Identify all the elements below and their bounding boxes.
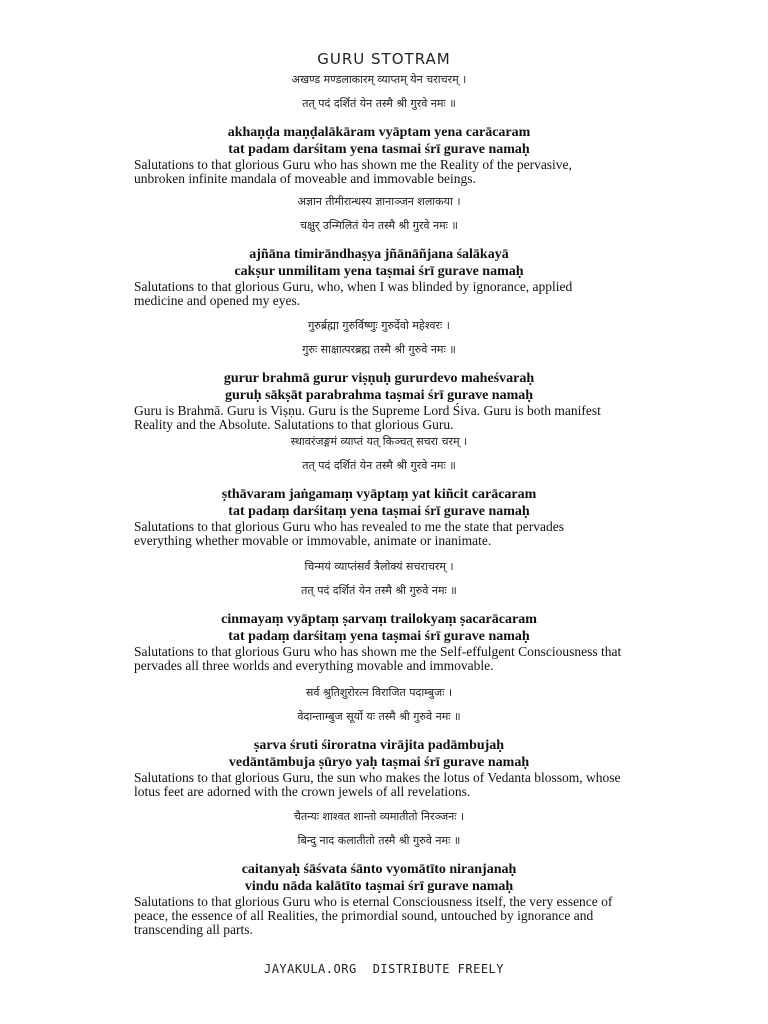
footer-note: DISTRIBUTE FREELY bbox=[372, 962, 505, 976]
footer bbox=[0, 962, 768, 976]
devanagari-line: चिन्मयं व्याप्तंसर्वं त्रैलोक्यं सचराचरम् । bbox=[304, 560, 454, 573]
transliteration-line: caitanyaḥ śāśvata śānto vyomātīto niranjanaḥ bbox=[241, 862, 517, 877]
devanagari-line: तत् पदं दर्शितं येन तस्मै श्री गुरवे नमः ॥ bbox=[302, 459, 456, 472]
verse-3 bbox=[134, 314, 624, 432]
devanagari-line: स्थावरंजङ्गमं व्याप्तं यत् किञ्चत् सचरा चरम् । bbox=[290, 435, 468, 448]
transliteration-line: ṣarva śruti śiroratna virājita padāmbujaḥ bbox=[253, 738, 505, 753]
translation-text: Salutations to that glorious Guru who is eternal Consciousness itself, the very essence of peace, the essence of all Realities, the primordial sound, untouched by ignorance and transcending all parts. bbox=[134, 894, 613, 937]
transliteration-line: tat padaṃ darśitaṃ yena taṣmai śrī gurave namaḥ bbox=[228, 629, 530, 644]
transliteration-line: vedāntāmbuja ṣūryo yaḥ taṣmai śrī gurave namaḥ bbox=[228, 755, 530, 770]
devanagari-line: बिन्दु नाद कलातीतो तस्मै श्री गुरुवे नमः ॥ bbox=[297, 834, 461, 847]
devanagari-line: गुरुर्ब्रह्मा गुरुर्विष्णुः गुरुर्देवो महेश्वरः । bbox=[308, 319, 450, 332]
devanagari-line: चक्षुर् उन्मिलितं येन तस्मै श्री गुरवे नमः ॥ bbox=[300, 219, 458, 232]
transliteration-line: gurur brahmā gurur viṣṇuḥ gururdevo maheśvaraḥ bbox=[223, 371, 535, 386]
translation-text: Salutations to that glorious Guru who has revealed to me the state that pervades everything whether movable or immovable, animate or inanimate. bbox=[134, 519, 565, 548]
footer-site: JAYAKULA.ORG bbox=[263, 962, 357, 976]
translation-text: Salutations to that glorious Guru, who, when I was blinded by ignorance, applied medicine and opened my eyes. bbox=[134, 279, 573, 308]
transliteration-line: vindu nāda kalātīto taṣmai śrī gurave namaḥ bbox=[244, 879, 514, 894]
verse-6 bbox=[134, 681, 624, 799]
translation-text: Salutations to that glorious Guru, the sun who makes the lotus of Vedanta blossom, whose lotus feet are adorned with the crown jewels of all revelations. bbox=[134, 770, 621, 799]
devanagari-line: तत् पदं दर्शितं येन तस्मै श्री गुरुवे नमः ॥ bbox=[301, 584, 457, 597]
page-title: GURU STOTRAM bbox=[317, 50, 451, 68]
transliteration-line: ṣthāvaram jaṅgamaṃ vyāptaṃ yat kiñcit carācaram bbox=[221, 487, 537, 502]
verse-2 bbox=[134, 190, 624, 308]
transliteration-line: cakṣur unmilitam yena taṣmai śrī gurave namaḥ bbox=[234, 264, 524, 279]
devanagari-line: अखण्ड मण्डलाकारम् व्याप्तम् येन चराचरम् । bbox=[291, 73, 467, 86]
transliteration-line: tat padaṃ darśitaṃ yena taṣmai śrī gurave namaḥ bbox=[228, 504, 530, 519]
devanagari-line: अज्ञान तीमीरान्धस्य ज्ञानाञ्जन शलाकया । bbox=[297, 195, 461, 208]
transliteration-line: tat padam darśitam yena tasmai śrī gurave namaḥ bbox=[228, 142, 530, 157]
verse-5 bbox=[134, 555, 624, 673]
translation-text: Salutations to that glorious Guru who has shown me the Reality of the pervasive, unbroken infinite mandala of moveable and immovable beings. bbox=[134, 157, 572, 186]
transliteration-line: guruḥ sākṣāt parabrahma taṣmai śrī gurave namaḥ bbox=[224, 388, 534, 403]
translation-text: Guru is Brahmā. Guru is Viṣṇu. Guru is the Supreme Lord Śiva. Guru is both manifest Reality and the Absolute. Salutations to that glorious Guru. bbox=[134, 403, 601, 432]
devanagari-line: सर्व श्रुतिशुरोरत्न विराजित पदाम्बुजः । bbox=[305, 686, 453, 699]
verse-1 bbox=[134, 68, 624, 186]
transliteration-line: ajñāna timirāndhaṣya jñānāñjana śalākayā bbox=[249, 247, 509, 262]
devanagari-line: वेदान्ताम्बुज सूर्यो यः तस्मै श्री गुरुवे नमः ॥ bbox=[297, 710, 461, 723]
translation-text: Salutations to that glorious Guru who has shown me the Self-effulgent Consciousness that pervades all three worlds and everything movable and immovable. bbox=[134, 644, 622, 673]
transliteration-line: cinmayaṃ vyāptaṃ ṣarvaṃ trailokyaṃ ṣacarācaram bbox=[221, 612, 537, 627]
verse-7 bbox=[134, 805, 624, 937]
transliteration-line: akhaṇḍa maṇḍalākāram vyāptam yena carācaram bbox=[227, 125, 531, 140]
verse-4 bbox=[134, 430, 624, 548]
devanagari-line: चैतन्यः शाश्वत शान्तो व्यमातीतो निरञ्जनः । bbox=[293, 810, 465, 823]
devanagari-line: तत् पदं दर्शितं येन तस्मै श्री गुरवे नमः ॥ bbox=[302, 97, 456, 110]
devanagari-line: गुरुः साक्षात्परब्रह्म तस्मै श्री गुरुवे नमः ॥ bbox=[302, 343, 456, 356]
